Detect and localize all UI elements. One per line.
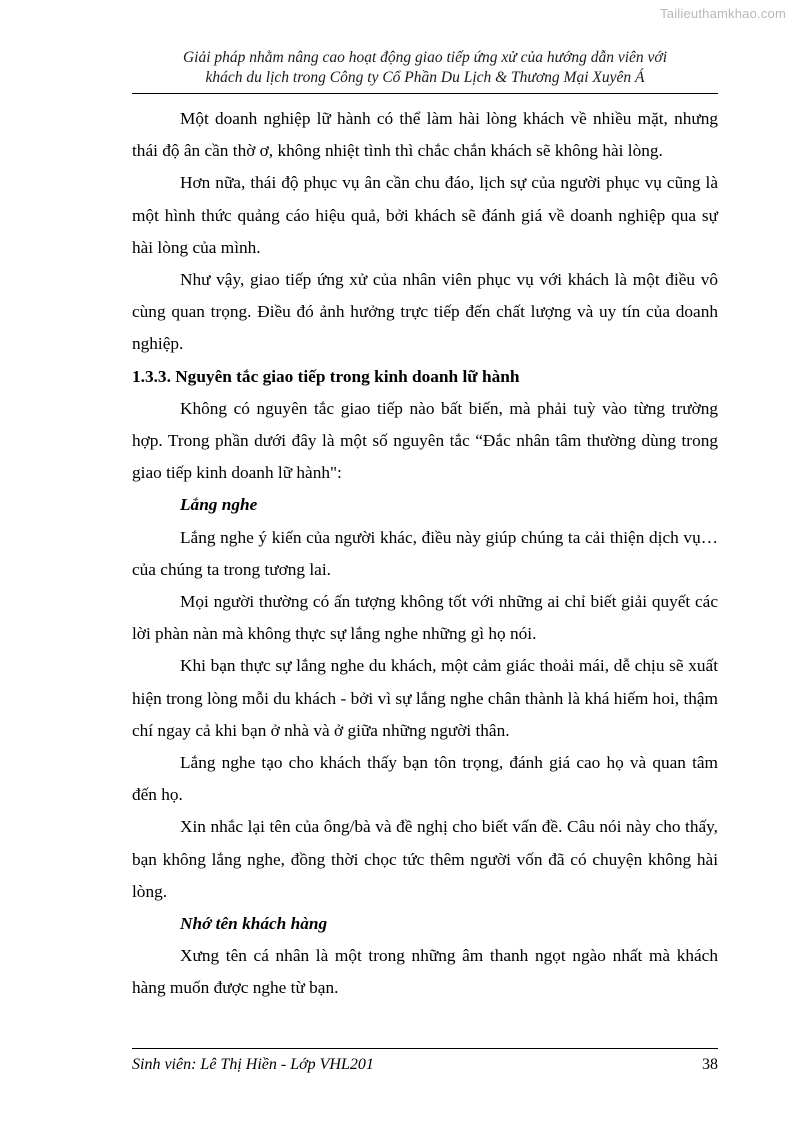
subheading-listening: Lắng nghe bbox=[180, 495, 258, 515]
page-body bbox=[132, 103, 718, 1005]
header-line-2: khách du lịch trong Công ty Cổ Phần Du Lịch & Thương Mại Xuyên Á bbox=[205, 69, 645, 86]
paragraph: Không có nguyên tắc giao tiếp nào bất biến, mà phải tuỳ vào từng trường hợp. Trong phần dưới đây là một số nguyên tắc “Đắc nhân tâm thường dùng trong giao tiếp kinh doanh lữ hành": bbox=[132, 398, 718, 483]
footer-student: Sinh viên: Lê Thị Hiền - Lớp VHL201 bbox=[132, 1056, 374, 1073]
footer-divider bbox=[132, 1048, 718, 1049]
running-footer bbox=[132, 1054, 718, 1076]
paragraph: Mọi người thường có ấn tượng không tốt với những ai chỉ biết giải quyết các lời phàn nàn mà không thực sự lắng nghe những gì họ nói. bbox=[132, 592, 718, 644]
watermark: Tailieuthamkhao.com bbox=[660, 6, 786, 21]
page-number: 38 bbox=[702, 1056, 718, 1073]
header-divider bbox=[132, 93, 718, 94]
paragraph: Một doanh nghiệp lữ hành có thể làm hài lòng khách về nhiều mặt, nhưng thái độ ân cần thờ ơ, không nhiệt tình thì chắc chắn khách sẽ không hài lòng. bbox=[132, 109, 718, 161]
paragraph: Lắng nghe ý kiến của người khác, điều này giúp chúng ta cải thiện dịch vụ… của chúng ta trong tương lai. bbox=[132, 527, 718, 579]
paragraph: Như vậy, giao tiếp ứng xử của nhân viên phục vụ với khách là một điều vô cùng quan trọng. Điều đó ảnh hưởng trực tiếp đến chất lượng và uy tín của doanh nghiệp. bbox=[132, 270, 718, 354]
paragraph: Hơn nữa, thái độ phục vụ ân cần chu đáo, lịch sự của người phục vụ cũng là một hình thức quảng cáo hiệu quả, bởi khách sẽ đánh giá về doanh nghiệp qua sự hài lòng của mình. bbox=[132, 173, 718, 257]
running-header bbox=[132, 48, 718, 88]
paragraph: Xưng tên cá nhân là một trong những âm thanh ngọt ngào nhất mà khách hàng muốn được nghe từ bạn. bbox=[132, 946, 718, 998]
section-heading: 1.3.3. Nguyên tắc giao tiếp trong kinh doanh lữ hành bbox=[132, 366, 520, 386]
paragraph: Lắng nghe tạo cho khách thấy bạn tôn trọng, đánh giá cao họ và quan tâm đến họ. bbox=[132, 753, 718, 805]
header-line-1: Giải pháp nhằm nâng cao hoạt động giao tiếp ứng xử của hướng dẫn viên với bbox=[182, 49, 668, 66]
subheading-remember-names: Nhớ tên khách hàng bbox=[180, 914, 328, 934]
paragraph: Khi bạn thực sự lắng nghe du khách, một cảm giác thoải mái, dễ chịu sẽ xuất hiện trong lòng mỗi du khách - bởi vì sự lắng nghe chân thành là khá hiếm hoi, thậm chí ngay cả khi bạn ở nhà và ở giữa những người thân. bbox=[132, 656, 718, 740]
paragraph: Xin nhắc lại tên của ông/bà và đề nghị cho biết vấn đề. Câu nói này cho thấy, bạn không lắng nghe, đồng thời chọc tức thêm người vốn đã có chuyện không hài lòng. bbox=[132, 817, 718, 901]
